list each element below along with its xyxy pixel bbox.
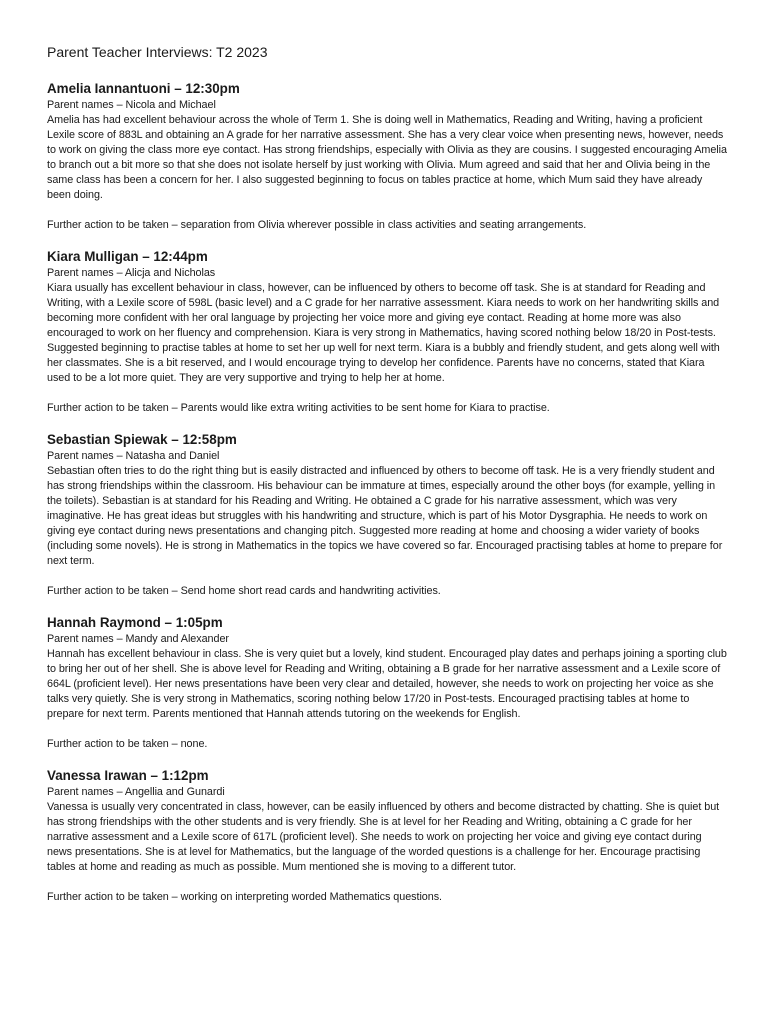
parent-names: Parent names – Mandy and Alexander xyxy=(47,633,229,645)
further-action: Further action to be taken – none. xyxy=(47,738,208,750)
student-heading: Amelia Iannantuoni – 12:30pm xyxy=(47,81,240,96)
student-heading: Vanessa Irawan – 1:12pm xyxy=(47,768,209,783)
interview-notes: Amelia has had excellent behaviour across the whole of Term 1. She is doing well in Mathematics, Reading and Writing, having a proficient Lexile score of 883L and obtaining an A grade for her narrative assessment. She has a very clear voice when presenting news, however, needs to work on giving the class more eye contact. Has strong friendships, especially with Olivia as they are cousins. I suggested encouraging Amelia to branch out a bit more so that she does not isolate herself by just working with Olivia. Mum agreed and said that her and Olivia being in the same class has been a concern for her. I also suggested beginning to focus on tables practice at home, which Mum said they have already been doing. xyxy=(47,114,727,201)
interview-notes: Sebastian often tries to do the right thing but is easily distracted and influenced by others to become off task. He is a very friendly student and has strong friendships within the classroom. His behaviour can be immature at times, especially around the other boys (for example, yelling in the toilets). Sebastian is at standard for his Reading and Writing. He obtained a C grade for his narrative assessment, which was very imaginative. He has great ideas but struggles with his handwriting and structure, which is part of his Motor Dysgraphia. He needs to work on giving eye contact during news presentations and changing pitch. Suggested more reading at home and choosing a wider variety of books (including some novels). He is strong in Mathematics in the topics we have covered so far. Encouraged practising tables at home to prepare for next term. xyxy=(47,465,723,567)
parent-names: Parent names – Natasha and Daniel xyxy=(47,450,220,462)
further-action: Further action to be taken – Parents would like extra writing activities to be sent home for Kiara to practise. xyxy=(47,402,550,414)
parent-names: Parent names – Alicja and Nicholas xyxy=(47,267,216,279)
further-action: Further action to be taken – Send home short read cards and handwriting activities. xyxy=(47,585,441,597)
student-heading: Kiara Mulligan – 12:44pm xyxy=(47,249,208,264)
parent-names: Parent names – Nicola and Michael xyxy=(47,99,216,111)
further-action: Further action to be taken – separation from Olivia wherever possible in class activities and seating arrangements. xyxy=(47,219,587,231)
student-heading: Hannah Raymond – 1:05pm xyxy=(47,615,223,630)
further-action: Further action to be taken – working on interpreting worded Mathematics questions. xyxy=(47,891,443,903)
interview-entry-hannah xyxy=(47,614,728,752)
parent-names: Parent names – Angellia and Gunardi xyxy=(47,786,225,798)
interview-notes: Hannah has excellent behaviour in class. She is very quiet but a lovely, kind student. Encouraged play dates and perhaps joining a sporting club to bring her out of her shell. She is above level for Reading and Writing, obtaining a B grade for her narrative assessment and a Lexile score of 664L (proficient level). Her news presentations have been very clear and detailed, however, she needs to work on projecting her voice as she talks very quietly. She is very strong in Mathematics, scoring nothing below 17/20 in Post-tests. Encouraged practising tables at home to prepare for next term. Parents mentioned that Hannah attends tutoring on the weekends for English. xyxy=(47,648,727,720)
interview-entry-kiara xyxy=(47,248,728,416)
interview-notes: Vanessa is usually very concentrated in class, however, can be easily influenced by others and become distracted by chatting. She is quiet but has strong friendships with the other students and is very friendly. She is at level for her Reading and Writing, obtaining a C grade for her narrative assessment and a Lexile score of 617L (proficient level). She needs to work on projecting her voice and giving eye contact during news presentations. She is at level for Mathematics, but the language of the worded questions is a challenge for her. Encourage practising tables at home and reading as much as possible. Mum mentioned she is moving to a different tutor. xyxy=(47,801,720,873)
interview-entry-vanessa xyxy=(47,767,728,905)
interview-notes: Kiara usually has excellent behaviour in class, however, can be influenced by others to become off task. She is at standard for Reading and Writing, with a Lexile score of 598L (basic level) and a C grade for her narrative assessment. Kiara needs to work on her handwriting skills and becoming more confident with her oral language by projecting her voice more and giving eye contact. Reading at home more was also encouraged to work on her fluency and comprehension. Kiara is very strong in Mathematics, having scored nothing below 18/20 in Post-tests. Suggested beginning to practise tables at home to set her up well for next term. Kiara is a bubbly and friendly student, and gets along well with her classmates. She is a bit reserved, and I would encourage trying to develop her confidence. Parents have no concerns, stated that Kiara used to be a lot more quiet. They are very supportive and trying to help her at home. xyxy=(47,282,720,384)
document-title: Parent Teacher Interviews: T2 2023 xyxy=(47,44,268,60)
interview-entry-sebastian xyxy=(47,431,728,599)
interview-entry-amelia xyxy=(47,80,728,233)
student-heading: Sebastian Spiewak – 12:58pm xyxy=(47,432,237,447)
